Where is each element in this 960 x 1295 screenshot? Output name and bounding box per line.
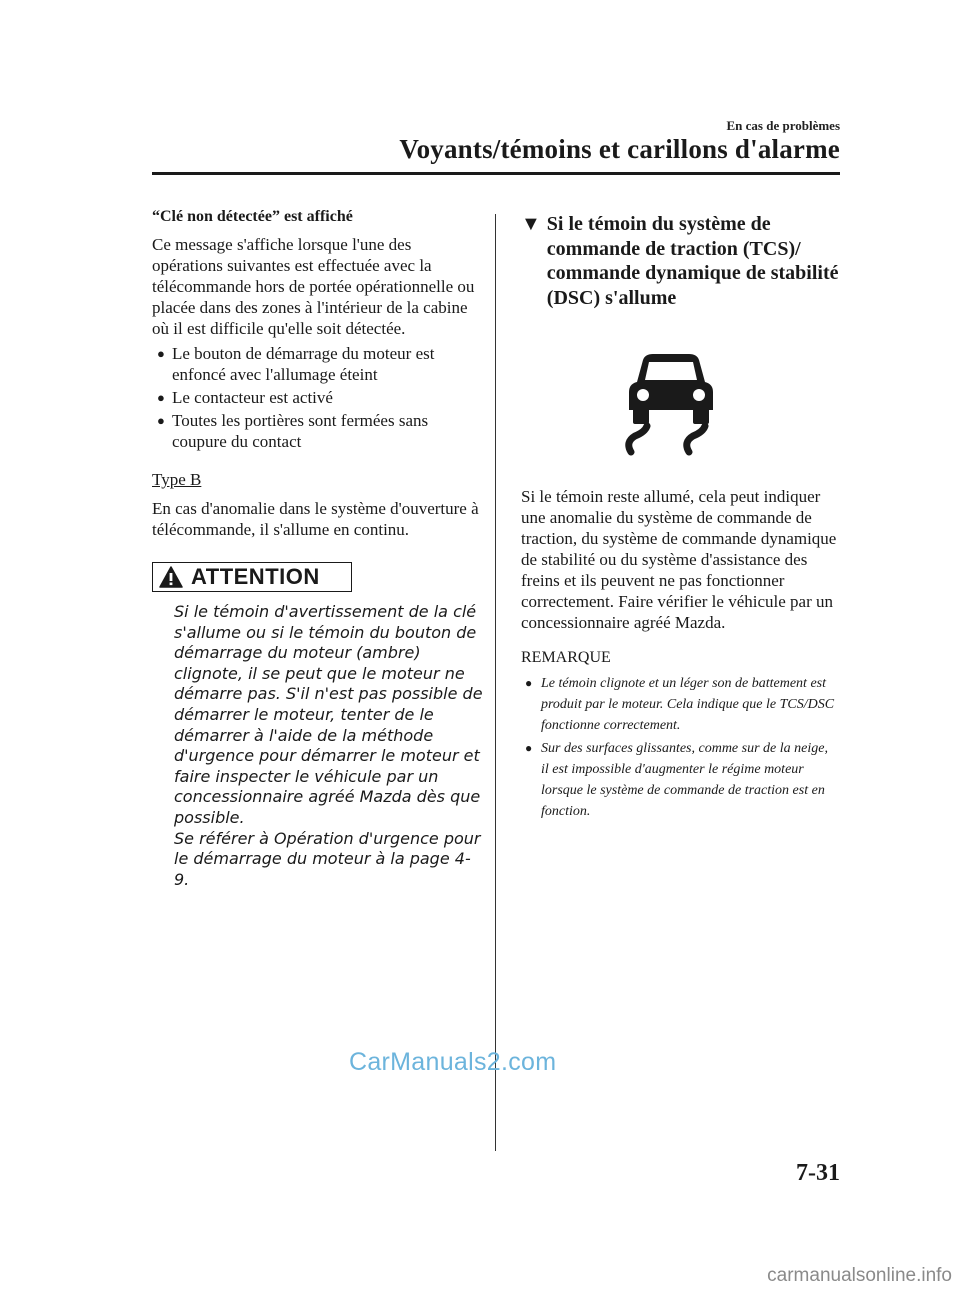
key-not-detected-subhead: “Clé non détectée” est affiché (152, 208, 353, 225)
column-divider (495, 214, 496, 1151)
type-b-heading: Type B (152, 470, 202, 489)
bullet-icon: ● (157, 413, 165, 428)
car-skid-icon (623, 352, 719, 456)
tcs-dsc-heading: ▼ Si le témoin du système de commande de traction (TCS)/ commande dynamique de stabilité (DSC) s'allume (521, 213, 839, 309)
right-column (521, 212, 839, 824)
watermark: CarManuals2.com (349, 1048, 557, 1076)
warning-triangle-icon (159, 566, 183, 588)
section-marker-icon: ▼ (521, 213, 541, 235)
bullet-icon: ● (157, 346, 165, 361)
list-item: ● Sur des surfaces glissantes, comme sur de la neige, il est impossible d'augmenter le régime moteur lorsque le système de commande de traction est en fonction. (521, 738, 839, 822)
header-rule (152, 172, 840, 175)
list-item: ● Toutes les portières sont fermées sans coupure du contact (157, 411, 429, 451)
page-title: Voyants/témoins et carillons d'alarme (399, 134, 840, 164)
type-b-paragraph: En cas d'anomalie dans le système d'ouverture à télécommande, il s'allume en continu. (152, 499, 479, 539)
list-item: ● Le bouton de démarrage du moteur est enfoncé avec l'allumage éteint (157, 344, 435, 384)
bullet-icon: ● (525, 741, 533, 755)
footer-watermark: carmanualsonline.info (767, 1265, 952, 1286)
remarque-heading: REMARQUE (521, 649, 611, 666)
bullet-icon: ● (525, 676, 533, 690)
attention-label: ATTENTION (191, 564, 320, 589)
section-header: En cas de problèmes (726, 118, 840, 133)
attention-text: Si le témoin d'avertissement de la clé s'allume ou si le témoin du bouton de démarrage du moteur (ambre) clignote, il se peut que le moteur ne démarre pas. S'il n'est pas possible de démarrer le moteur, tenter de le démarrer à l'aide de la méthode d'urgence pour démarrer le moteur et faire inspecter le véhicule par un concessionnaire agréé Mazda dès que possible. Se référer à Opération d'urgence pour le démarrage du moteur à la page 4-9. (174, 602, 483, 889)
list-item: ● Le témoin clignote et un léger son de battement est produit par le moteur. Cela indique que le TCS/DSC fonctionne correctement. (521, 673, 839, 736)
page-number: 7-31 (796, 1160, 840, 1186)
attention-banner (152, 562, 352, 592)
intro-paragraph: Ce message s'affiche lorsque l'une des opérations suivantes est effectuée avec la télécommande hors de portée opérationnelle ou placée dans des zones à l'intérieur de la cabine où il est difficile qu'elle soit détectée. (152, 235, 475, 338)
remarque-list (521, 673, 839, 822)
page-reference: Se référer à Opération d'urgence pour le démarrage du moteur à la page 4-9. (174, 828, 481, 889)
bullet-icon: ● (157, 390, 165, 405)
condition-list (152, 343, 482, 452)
tcs-dsc-paragraph: Si le témoin reste allumé, cela peut indiquer une anomalie du système de commande de traction, du système de commande dynamique de stabilité ou du système d'assistance des freins et ils peuvent ne pas fonctionner correctement. Faire vérifier le véhicule par un concessionnaire agréé Mazda. (521, 487, 837, 632)
list-item: ● Le contacteur est activé (157, 388, 333, 407)
left-column (152, 208, 482, 890)
